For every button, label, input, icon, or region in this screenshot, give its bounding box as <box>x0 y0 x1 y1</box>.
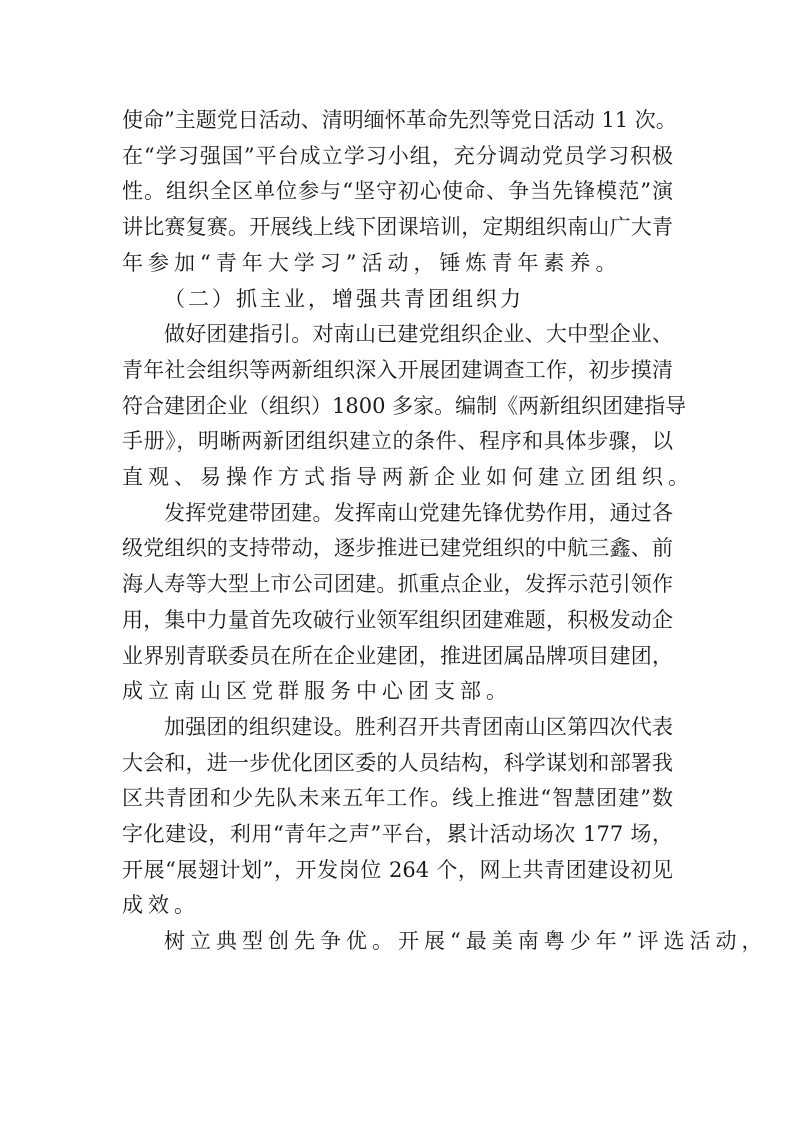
text-line: 树立典型创先争优。开展“最美南粤少年”评选活动， <box>164 929 768 954</box>
text-line: 区共青团和少先队未来五年工作。线上推进“智慧团建”数 <box>122 786 673 811</box>
text-line: 字化建设，利用“青年之声”平台，累计活动场次 177 场， <box>122 822 673 847</box>
text-line: 业界别青联委员在所在企业建团，推进团属品牌项目建团， <box>122 643 673 668</box>
section-heading: （二）抓主业，增强共青团组织力 <box>164 286 524 311</box>
text-line: 讲比赛复赛。开展线上线下团课培训，定期组织南山广大青 <box>122 215 673 240</box>
text-line: 使命”主题党日活动、清明缅怀革命先烈等党日活动 11 次。 <box>122 108 677 132</box>
paragraph-role-models <box>122 924 768 960</box>
text-line: 大会和，进一步优化团区委的人员结构，科学谋划和部署我 <box>122 750 673 775</box>
text-line: 做好团建指引。对南山已建党组织企业、大中型企业、 <box>164 322 673 347</box>
text-line: 用，集中力量首先攻破行业领军组织团建难题，积极发动企 <box>122 607 673 632</box>
text-line: 在“学习强国”平台成立学习小组，充分调动党员学习积极 <box>122 143 673 168</box>
paragraph-organization-building <box>122 710 673 924</box>
text-line: 成效。 <box>122 893 200 918</box>
paragraph-league-guidance <box>122 317 694 496</box>
text-line: 成立南山区党群服务中心团支部。 <box>122 679 512 704</box>
text-line: 加强团的组织建设。胜利召开共青团南山区第四次代表 <box>164 714 673 739</box>
text-line: 级党组织的支持带动，逐步推进已建党组织的中航三鑫、前 <box>122 536 673 561</box>
text-line: 符合建团企业（组织）1800 多家。编制《两新组织团建指导 <box>122 393 687 418</box>
text-line: 海人寿等大型上市公司团建。抓重点企业，发挥示范引领作 <box>122 572 673 597</box>
paragraph-party-building-leads <box>122 496 673 710</box>
text-line: 性。组织全区单位参与“坚守初心使命、争当先锋模范”演 <box>122 179 673 204</box>
text-line: 开展“展翅计划”，开发岗位 264 个，网上共青团建设初见 <box>122 857 673 882</box>
text-line: 手册》，明晰两新团组织建立的条件、程序和具体步骤，以 <box>122 429 673 454</box>
paragraph-party-day-activities <box>122 103 677 282</box>
text-line: 发挥党建带团建。发挥南山党建先锋优势作用，通过各 <box>164 500 673 525</box>
text-line: 年参加“青年大学习”活动，锤炼青年素养。 <box>122 250 622 275</box>
text-line: 青年社会组织等两新组织深入开展团建调查工作，初步摸清 <box>122 357 673 382</box>
text-line: 直观、易操作方式指导两新企业如何建立团组织。 <box>122 465 694 490</box>
document-page <box>122 103 768 960</box>
